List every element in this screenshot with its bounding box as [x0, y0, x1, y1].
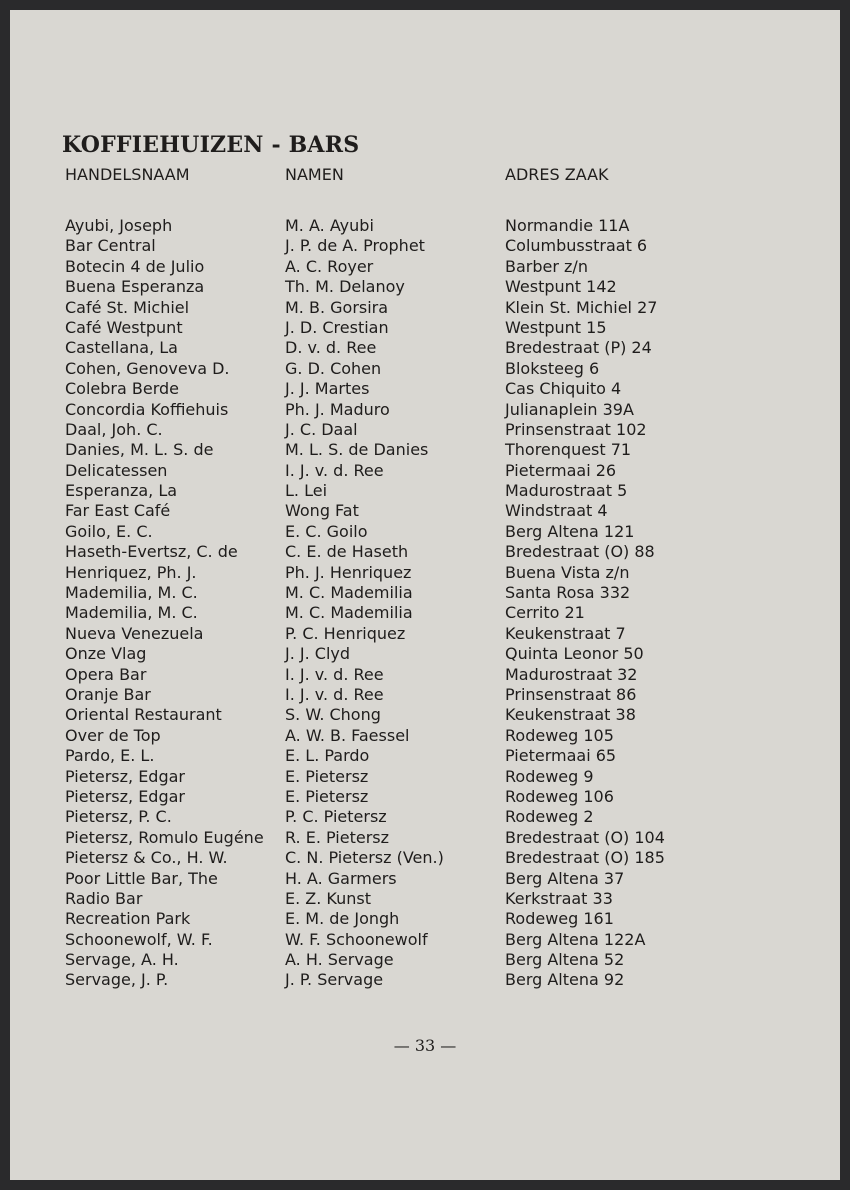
list-item-handelsnaam: Servage, J. P. [65, 970, 169, 990]
list-item-namen: Th. M. Delanoy [285, 277, 405, 297]
list-item-adres: Quinta Leonor 50 [505, 644, 644, 664]
list-item-adres: Keukenstraat 7 [505, 623, 626, 643]
list-item-handelsnaam: Servage, A. H. [65, 950, 179, 970]
list-item-namen: E. Pietersz [285, 786, 369, 806]
list-item-namen: W. F. Schoonewolf [285, 929, 428, 949]
column-namen [285, 162, 444, 991]
list-item-namen: J. J. Clyd [285, 644, 351, 664]
list-item-namen: Ph. J. Henriquez [285, 562, 412, 582]
list-item-namen: M. L. S. de Danies [285, 440, 429, 460]
list-item-namen: J. P. Servage [285, 970, 384, 990]
list-item-adres: Columbusstraat 6 [505, 236, 648, 256]
list-item-adres: Bloksteeg 6 [505, 358, 600, 378]
list-item-namen: J. C. Daal [285, 419, 358, 439]
list-item-namen: I. J. v. d. Ree [285, 684, 384, 704]
list-item-handelsnaam: Mademilia, M. C. [65, 603, 198, 623]
column-header-namen: NAMEN [285, 165, 344, 184]
list-item-adres: Rodeweg 9 [505, 766, 594, 786]
list-item-adres: Berg Altena 122A [505, 929, 646, 949]
list-item-handelsnaam: Pietersz, P. C. [65, 807, 172, 827]
adres-list [505, 216, 665, 991]
list-item-handelsnaam: Buena Esperanza [65, 277, 205, 297]
list-item-handelsnaam: Haseth-Evertsz, C. de [65, 542, 238, 562]
list-item-handelsnaam: Daal, Joh. C. [65, 419, 163, 439]
list-item-adres: Bredestraat (P) 24 [505, 338, 652, 358]
list-item-adres: Cerrito 21 [505, 603, 585, 623]
list-item-namen: A. C. Royer [285, 256, 374, 276]
list-item-adres: Bredestraat (O) 104 [505, 827, 665, 847]
list-item-adres: Rodeweg 105 [505, 725, 614, 745]
list-item-handelsnaam: Café Westpunt [65, 317, 183, 337]
list-item-namen: I. J. v. d. Ree [285, 460, 384, 480]
list-item-adres: Prinsenstraat 86 [505, 684, 637, 704]
list-item-adres: Westpunt 142 [505, 277, 617, 297]
list-item-handelsnaam: Oriental Restaurant [65, 705, 222, 725]
list-item-namen: A. H. Servage [285, 950, 394, 970]
list-item-namen: D. v. d. Ree [285, 338, 377, 358]
list-item-adres: Cas Chiquito 4 [505, 379, 622, 399]
list-item-handelsnaam: Pietersz & Co., H. W. [65, 848, 228, 868]
list-item-namen: R. E. Pietersz [285, 827, 390, 847]
list-item-namen: E. L. Pardo [285, 746, 370, 766]
list-item-namen: J. P. de A. Prophet [285, 236, 425, 256]
column-handelsnaam [65, 162, 264, 991]
document-page [10, 10, 840, 1180]
list-item-namen: E. Z. Kunst [285, 888, 371, 908]
list-item-adres: Westpunt 15 [505, 317, 607, 337]
list-item-namen: I. J. v. d. Ree [285, 664, 384, 684]
list-item-adres: Pietermaai 65 [505, 746, 617, 766]
list-item-adres: Berg Altena 37 [505, 868, 625, 888]
list-item-adres: Kerkstraat 33 [505, 888, 613, 908]
list-item-adres: Madurostraat 5 [505, 481, 628, 501]
list-item-namen: L. Lei [285, 481, 328, 501]
list-item-namen: E. Pietersz [285, 766, 369, 786]
list-item-handelsnaam: Delicatessen [65, 460, 168, 480]
list-item-handelsnaam: Recreation Park [65, 909, 191, 929]
list-item-namen: E. M. de Jongh [285, 909, 400, 929]
list-item-handelsnaam: Pardo, E. L. [65, 746, 155, 766]
list-item-adres: Madurostraat 32 [505, 664, 638, 684]
list-item-handelsnaam: Ayubi, Joseph [65, 216, 173, 235]
column-header-handelsnaam: HANDELSNAAM [65, 165, 190, 184]
list-item-handelsnaam: Goilo, E. C. [65, 521, 153, 541]
list-item-adres: Thorenquest 71 [505, 440, 632, 460]
list-item-adres: Rodeweg 106 [505, 786, 614, 806]
namen-list [285, 216, 444, 991]
list-item-handelsnaam: Onze Vlag [65, 644, 147, 664]
list-item-namen: J. J. Martes [285, 379, 370, 399]
list-item-adres: Bredestraat (O) 88 [505, 542, 655, 562]
list-item-namen: Ph. J. Maduro [285, 399, 390, 419]
list-item-namen: Wong Fat [285, 501, 359, 521]
list-item-namen: G. D. Cohen [285, 358, 382, 378]
list-item-handelsnaam: Botecin 4 de Julio [65, 256, 205, 276]
list-item-handelsnaam: Henriquez, Ph. J. [65, 562, 197, 582]
list-item-handelsnaam: Pietersz, Edgar [65, 786, 185, 806]
list-item-namen: M. C. Mademilia [285, 583, 413, 603]
list-item-adres: Berg Altena 52 [505, 950, 625, 970]
list-item-handelsnaam: Pietersz, Romulo Eugéne [65, 827, 264, 847]
list-item-adres: Bredestraat (O) 185 [505, 848, 665, 868]
list-item-adres: Buena Vista z/n [505, 562, 630, 582]
list-item-namen: J. D. Crestian [285, 317, 389, 337]
list-item-adres: Berg Altena 92 [505, 970, 625, 990]
list-item-namen: P. C. Henriquez [285, 623, 406, 643]
list-item-adres: Prinsenstraat 102 [505, 419, 647, 439]
list-item-adres: Klein St. Michiel 27 [505, 297, 658, 317]
list-item-namen: M. A. Ayubi [285, 216, 374, 235]
list-item-namen: P. C. Pietersz [285, 807, 387, 827]
list-item-handelsnaam: Nueva Venezuela [65, 623, 204, 643]
list-item-adres: Barber z/n [505, 256, 588, 276]
list-item-namen: S. W. Chong [285, 705, 381, 725]
list-item-handelsnaam: Radio Bar [65, 888, 143, 908]
list-item-handelsnaam: Poor Little Bar, The [65, 868, 218, 888]
list-item-adres: Rodeweg 2 [505, 807, 594, 827]
list-item-handelsnaam: Oranje Bar [65, 684, 151, 704]
list-item-handelsnaam: Pietersz, Edgar [65, 766, 185, 786]
list-item-namen: C. N. Pietersz (Ven.) [285, 848, 444, 868]
list-item-handelsnaam: Danies, M. L. S. de [65, 440, 214, 460]
list-item-handelsnaam: Far East Café [65, 501, 171, 521]
list-item-namen: M. C. Mademilia [285, 603, 413, 623]
list-item-adres: Keukenstraat 38 [505, 705, 636, 725]
handelsnaam-list [65, 216, 264, 991]
list-item-adres: Rodeweg 161 [505, 909, 614, 929]
list-item-handelsnaam: Esperanza, La [65, 481, 178, 501]
list-item-namen: H. A. Garmers [285, 868, 397, 888]
list-item-handelsnaam: Over de Top [65, 725, 161, 745]
column-header-adres: ADRES ZAAK [505, 165, 609, 184]
list-item-handelsnaam: Castellana, La [65, 338, 178, 358]
list-item-adres: Berg Altena 121 [505, 521, 635, 541]
list-item-namen: M. B. Gorsira [285, 297, 389, 317]
list-item-namen: E. C. Goilo [285, 521, 368, 541]
list-item-adres: Pietermaai 26 [505, 460, 617, 480]
list-item-handelsnaam: Concordia Koffiehuis [65, 399, 229, 419]
list-item-namen: A. W. B. Faessel [285, 725, 410, 745]
list-item-namen: C. E. de Haseth [285, 542, 409, 562]
list-item-adres: Windstraat 4 [505, 501, 608, 521]
list-item-handelsnaam: Opera Bar [65, 664, 147, 684]
list-item-adres: Normandie 11A [505, 216, 630, 235]
list-item-handelsnaam: Colebra Berde [65, 379, 179, 399]
list-item-handelsnaam: Café St. Michiel [65, 297, 190, 317]
list-item-handelsnaam: Bar Central [65, 236, 156, 256]
list-item-adres: Santa Rosa 332 [505, 583, 631, 603]
page-heading: KOFFIEHUIZEN - BARS [62, 132, 360, 158]
column-adres [505, 162, 665, 991]
list-item-handelsnaam: Mademilia, M. C. [65, 583, 198, 603]
list-item-adres: Julianaplein 39A [505, 399, 634, 419]
page-number: — 33 — [393, 1036, 457, 1055]
list-item-handelsnaam: Cohen, Genoveva D. [65, 358, 230, 378]
list-item-handelsnaam: Schoonewolf, W. F. [65, 929, 213, 949]
